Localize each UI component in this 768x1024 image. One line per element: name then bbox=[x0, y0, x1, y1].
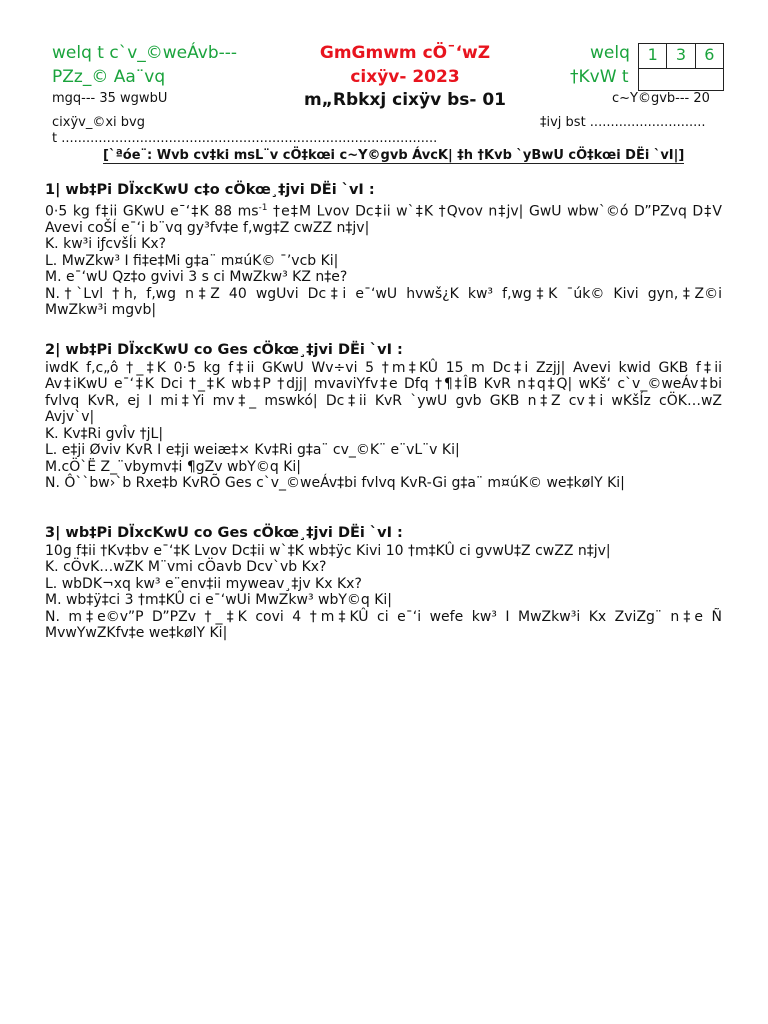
header-center-line1: GmGmwm cÖ¯‘wZ bbox=[319, 43, 491, 63]
question-2-title: 2| wb‡Pi DÏxcKwU co Ges cÖkœ¸‡jvi DËi `vI : bbox=[45, 342, 403, 358]
question-3-stem-line: 10g f‡ii †Kv‡bv e¯‘‡K Lvov Dc‡ii w`‡K wb‡ÿc Kivi 10 †m‡KÛ ci gvwU‡Z cwZZ n‡jv| bbox=[45, 542, 611, 559]
stem-text: 0·5 kg f‡ii GKwU e¯‘‡K 88 ms bbox=[45, 203, 259, 220]
question-1-option-k: K. kw³i iƒcvšÍi Kx? bbox=[45, 236, 167, 253]
question-1-option-l: L. MwZkw³ I fi‡e‡Mi g‡a¨ m¤úK© ¯’vcb Ki| bbox=[45, 252, 339, 269]
question-3 bbox=[45, 525, 722, 642]
question-1 bbox=[45, 182, 722, 319]
subject-code-box bbox=[638, 43, 724, 91]
question-2-option-m: M.cÖ`Ë Z_¨vbymv‡i ¶gZv wbY©q Ki| bbox=[45, 458, 301, 475]
question-1-title: 1| wb‡Pi DÏxcKwU c‡o cÖkœ¸‡jvi DËi `vI : bbox=[45, 182, 375, 198]
header-center-line2: cixÿv- 2023 bbox=[350, 67, 460, 87]
question-1-stem-line bbox=[45, 200, 722, 220]
question-1-option-m: M. e¯‘wU Qz‡o gvivi 3 s ci MwZkw³ KZ n‡e? bbox=[45, 269, 348, 286]
time-allowed: mgq--- 35 wgwbU bbox=[52, 91, 168, 106]
code-digit-3: 6 bbox=[696, 44, 723, 69]
question-2 bbox=[45, 342, 722, 492]
question-2-stem-line: iwdK f‚c„ô †_‡K 0·5 kg f‡ii GKwU Wv÷vi 5 †m‡KÛ 15 m Dc‡i Zzjj| Avevi kwid GKB f‡ii bbox=[45, 359, 722, 376]
question-3-title: 3| wb‡Pi DÏxcKwU co Ges cÖkœ¸‡jvi DËi `vI : bbox=[45, 525, 403, 541]
name-dotted-line: t ........................................................................................... bbox=[52, 131, 438, 146]
question-2-stem-line: fvlvq KvR, ej I mi‡Yi mv‡_ mswkó| Dc‡ii KvR `ywU gvb GKB n‡Z cv‡i wKšÍz cÖK…wZ bbox=[45, 392, 722, 409]
roll-number-field: ‡ivj bst ............................ bbox=[540, 115, 706, 130]
stem-superscript: -1 bbox=[258, 202, 268, 213]
header-center-line3: m„Rbkxj cixÿv bs- 01 bbox=[303, 90, 507, 110]
question-1-option-n: N.†`Lvl †h, f‚wg n‡Z 40 wgUvi Dc‡i e¯‘wU hvwš¿K kw³ f‚wg‡K ¯úk© Kivi gyn‚‡Z©i bbox=[45, 285, 722, 302]
question-1-option-n-cont: MwZkw³i mgvb| bbox=[45, 302, 157, 319]
question-1-stem-line: Avevi coŠÍ e¯‘i b¨vq gy³fv‡e f‚wg‡Z cwZZ n‡jv| bbox=[45, 219, 370, 236]
question-3-option-n-cont: MvwYwZKfv‡e we‡kølY Ki| bbox=[45, 625, 228, 641]
code-label: †KvW t bbox=[570, 67, 629, 87]
header-left-line2: PZz_© Aa¨vq bbox=[52, 67, 166, 87]
question-2-stem-line: Av‡iKwU e¯‘‡K Dci †_‡K wb‡P †djj| mvaviYfv‡e Dfq †¶‡ÎB KvR n‡q‡Q| wKš‘ c`v_©weÁv‡bi bbox=[45, 376, 722, 392]
question-2-option-k: K. Kv‡Ri gvÎv †jL| bbox=[45, 425, 164, 442]
code-digit-1: 1 bbox=[639, 44, 667, 69]
question-2-stem-line: Avjv`v| bbox=[45, 409, 95, 425]
question-3-option-k: K. cÖvK…wZK M¨vmi cÖavb Dcv`vb Kx? bbox=[45, 559, 327, 575]
subject-label: welq bbox=[590, 43, 630, 63]
full-marks: c~Y©gvb--- 20 bbox=[612, 91, 710, 106]
question-3-option-l: L. wbDK¬xq kw³ e¨env‡ii myweav¸‡jv Kx Kx? bbox=[45, 575, 362, 592]
code-digit-2: 3 bbox=[667, 44, 695, 69]
instruction-notice: [`ªóe¨: Wvb cv‡ki msL¨v cÖ‡kœi c~Y©gvb ÁvcK| ‡h †Kvb `yBwU cÖ‡kœi DËi `vI|] bbox=[103, 148, 685, 163]
stem-text-rest: †e‡M Lvov Dc‡ii w`‡K †Qvov n‡jv| GwU wbw`©ó D”PZvq D‡V bbox=[267, 203, 722, 220]
question-3-option-m: M. wb‡ÿ‡ci 3 †m‡KÛ ci e¯‘wUi MwZkw³ wbY©q Ki| bbox=[45, 592, 393, 608]
question-2-option-n: N. Ô``bw›`b Rxe‡b KvRÕ Ges c`v_©weÁv‡bi fvlvq KvR-Gi g‡a¨ m¤úK© we‡kølY Ki| bbox=[45, 475, 625, 491]
question-2-option-l: L. e‡ji Øviv KvR I e‡ji weiæ‡× Kv‡Ri g‡a¨ cv_©K¨ e¨vL¨v Ki| bbox=[45, 442, 460, 458]
header-left-line1: welq t c`v_©weÁvb--- bbox=[52, 43, 238, 63]
question-3-option-n: N. m‡e©v”P D”PZv †_‡K covi 4 †m‡KÛ ci e¯‘i wefe kw³ I MwZkw³i Kx ZviZg¨ n‡e Ñ bbox=[45, 608, 722, 625]
examinee-name-label: cixÿv_©xi bvg bbox=[52, 115, 145, 130]
